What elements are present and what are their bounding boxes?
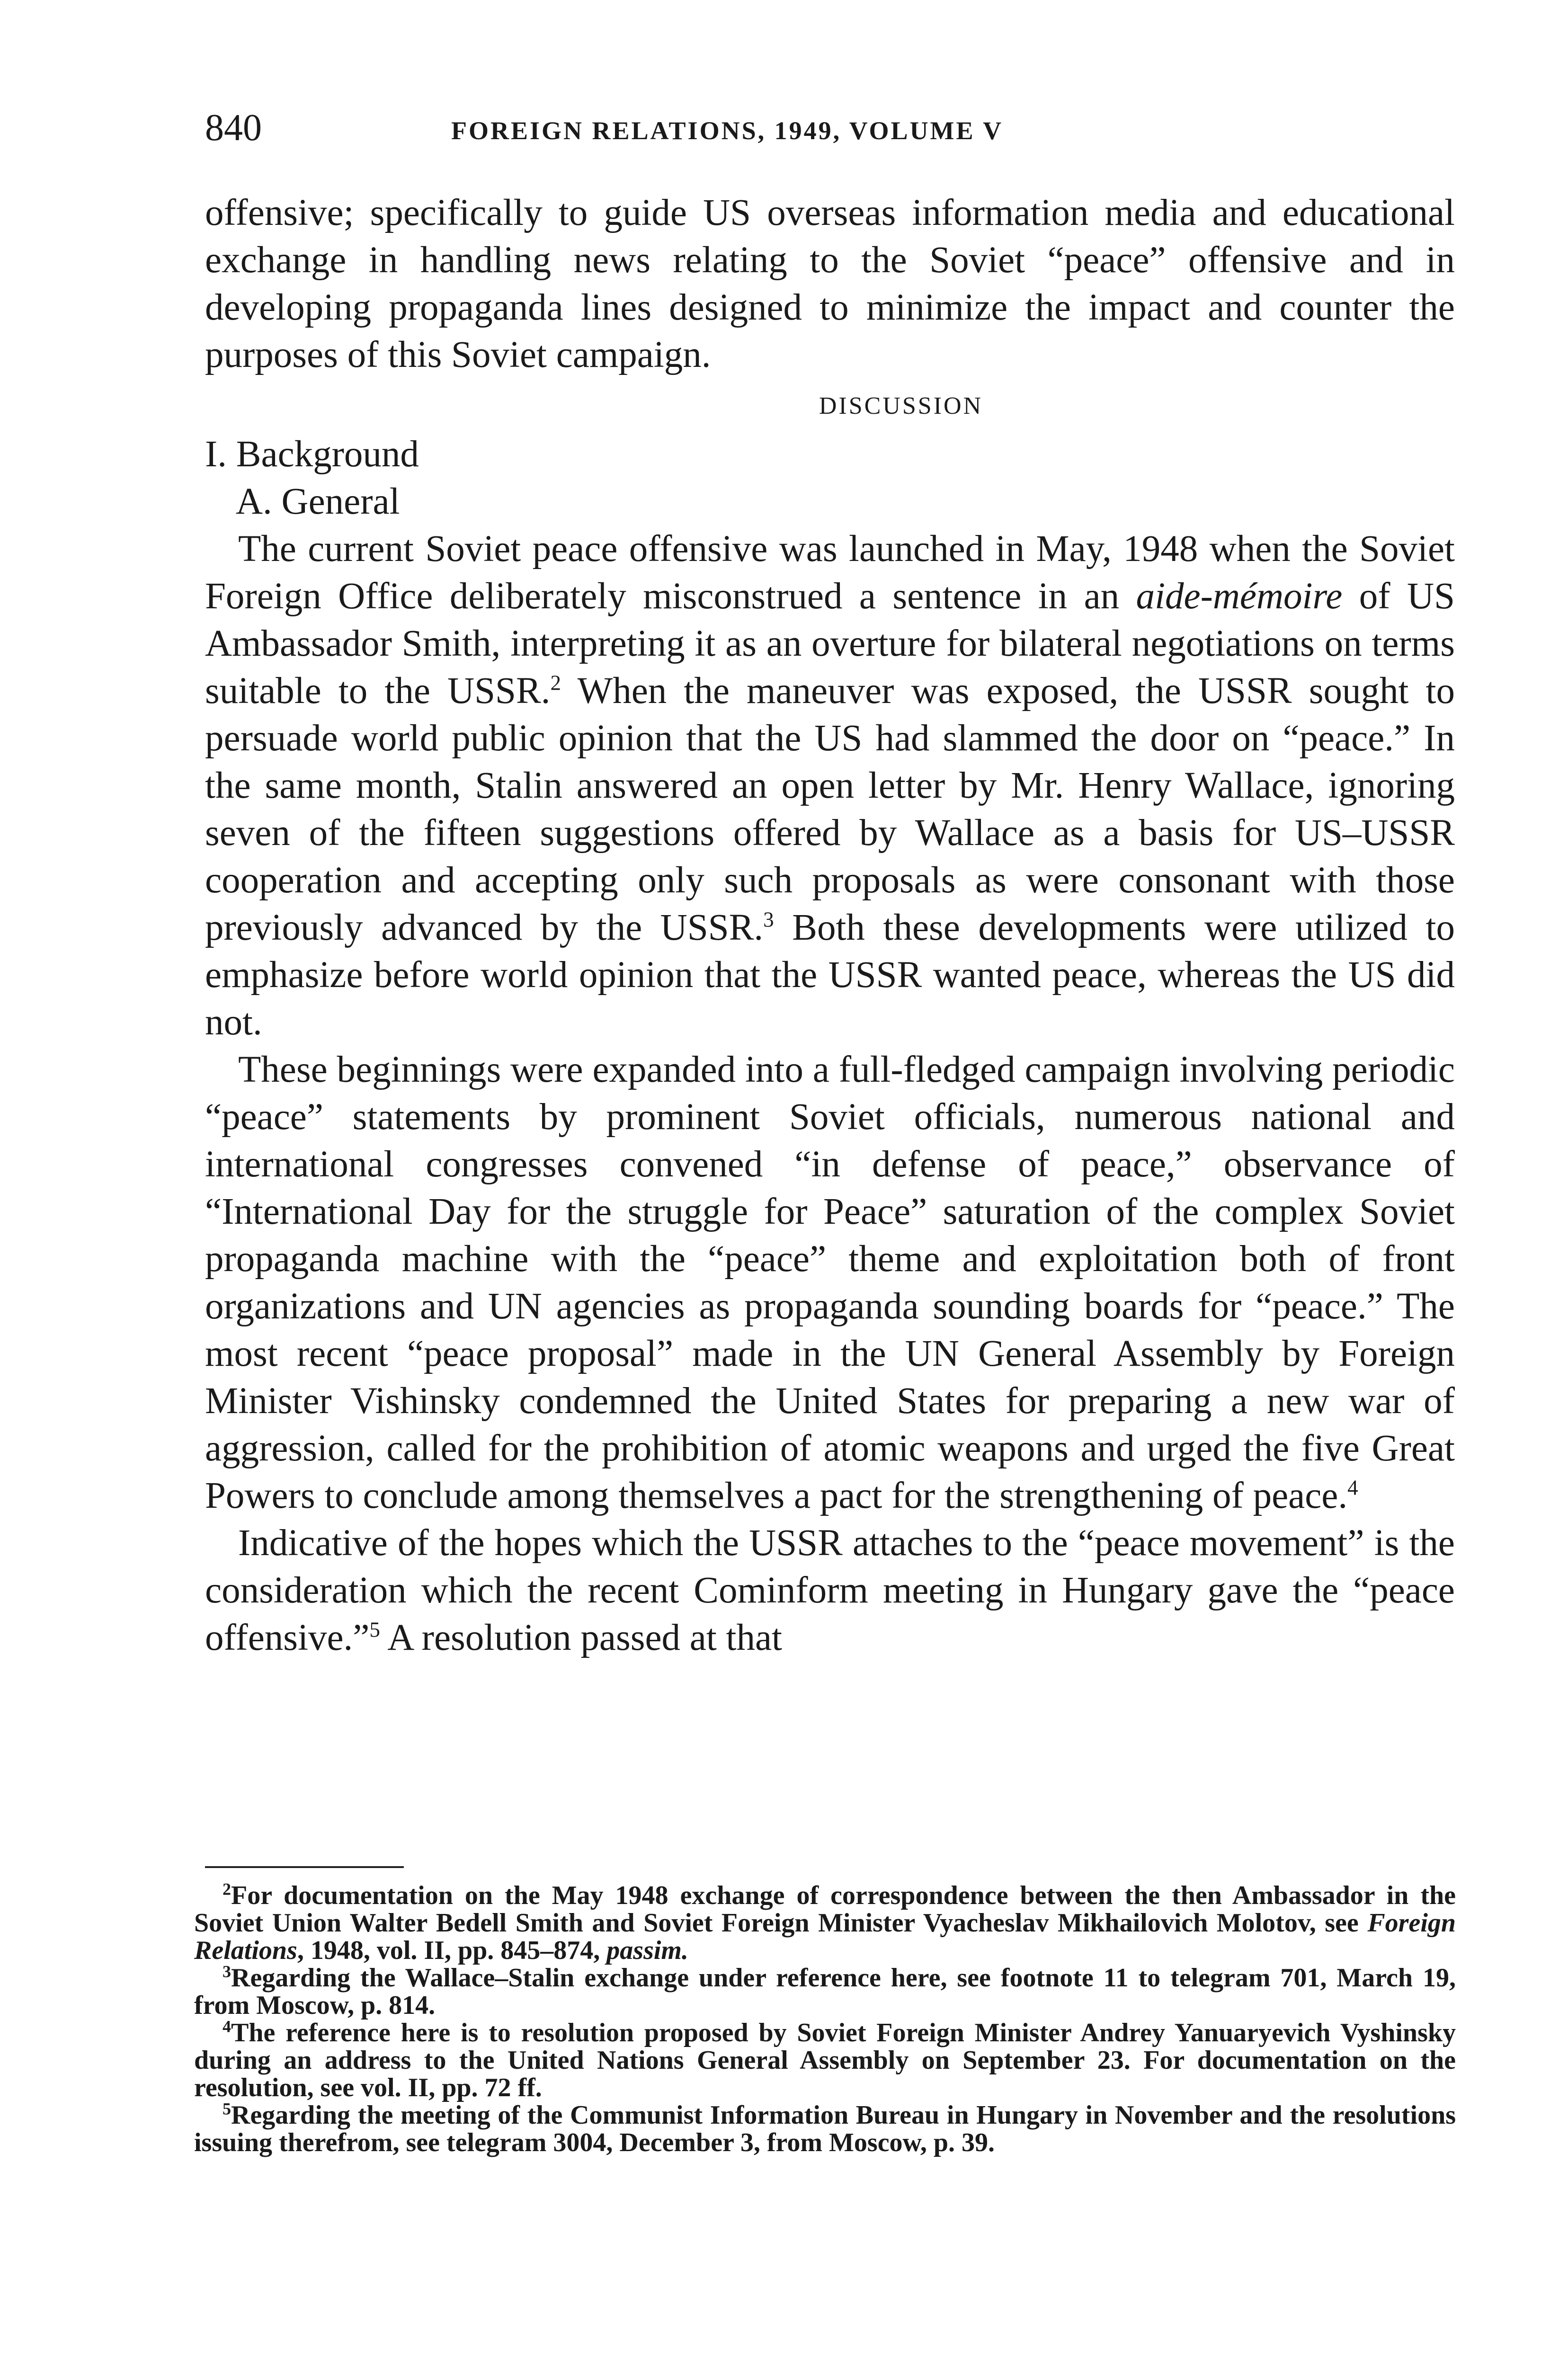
- p1-text-2: of US Ambassador Smith, interpreting it as an overture for bilateral negotiations on terms suitable to the USSR.: [205, 576, 1455, 712]
- discussion-heading: DISCUSSION: [819, 392, 983, 419]
- p1-text-3: When the maneuver was exposed, the USSR sought to persuade world public opinion that the US had slammed the door on “peace.” In the same month, Stalin answered an open letter by Mr. Henry Wallace, ignoring seven of the fifteen suggestions offered by Wallace as a basis for US–USSR cooperation and accepting only such proposals as were consonant with those previously advanced by the USSR.: [205, 670, 1455, 948]
- p2-text: These beginnings were expanded into a full-fledged campaign involving periodic “peace” statements by prominent Soviet officials, numerous national and international congresses convened “in defense of peace,” observance of “International Day for the struggle for Peace” saturation of the complex Soviet propaganda machine with the “peace” theme and exploitation both of front organizations and UN agencies as propaganda sounding boards for “peace.” The most recent “peace proposal” made in the UN General Assembly by Foreign Minister Vishinsky condemned the United States for preparing a new war of aggression, called for the prohibition of atomic weapons and urged the five Great Powers to conclude among themselves a pact for the strengthening of peace.: [205, 1049, 1455, 1516]
- section-1-label: I. Background: [205, 434, 419, 475]
- footnote-ref-5[interactable]: 5: [369, 1618, 380, 1642]
- p3-text-2: A resolution passed at that: [387, 1617, 782, 1658]
- footnote-3-number: 3: [223, 1962, 231, 1981]
- footnote-2-volume: II: [424, 1936, 445, 1965]
- footnote-2-text-3: , pp. 845–874,: [444, 1936, 600, 1965]
- footnote-2-text-2: , 1948, vol.: [297, 1936, 424, 1965]
- p3-text-1: Indicative of the hopes which the USSR attaches to the “peace movement” is the consideration which the recent Cominform meeting in Hungary gave the “peace offensive.”: [205, 1522, 1455, 1658]
- page-header: [205, 104, 1455, 161]
- paragraph-2: [205, 1046, 1455, 1520]
- section-heading-general: [205, 478, 1455, 525]
- running-title: FOREIGN RELATIONS, 1949, VOLUME V: [451, 116, 1004, 145]
- intro-paragraph: [205, 189, 1455, 379]
- paragraph-1: [205, 525, 1455, 1046]
- footnote-ref-4[interactable]: 4: [1347, 1476, 1358, 1500]
- paragraph-3: [205, 1520, 1455, 1662]
- section-heading-background: [205, 431, 1455, 478]
- footnote-4-text-1: The reference here is to resolution proposed by Soviet Foreign Minister Andrey Yanuaryevich Vyshinsky during an address to the United Nations General Assembly on September 23. For documentation on the resolution, see vol.: [194, 2018, 1456, 2102]
- intro-text: offensive; specifically to guide US overseas information media and educational exchange in handling news relating to the Soviet “peace” offensive and in developing propaganda lines designed to minimize the impact and counter the purposes of this Soviet campaign.: [205, 192, 1455, 375]
- p1-text-4: Both these developments were utilized to emphasize before world opinion that the USSR wanted peace, whereas the US did not.: [205, 907, 1455, 1043]
- footnote-3: [194, 1964, 1456, 2019]
- footnote-4-number: 4: [223, 2017, 231, 2036]
- footnote-ref-3[interactable]: 3: [763, 908, 774, 932]
- footnote-4-volume: II: [408, 2073, 429, 2102]
- footnote-5-number: 5: [223, 2099, 231, 2118]
- footnote-2: [194, 1879, 1456, 1965]
- page-number: 840: [205, 107, 262, 149]
- footnote-2-number: 2: [223, 1879, 231, 1899]
- footnotes: [194, 1879, 1456, 2157]
- p1-italic-term: aide-mémoire: [1136, 576, 1343, 617]
- footnote-ref-2[interactable]: 2: [550, 671, 561, 695]
- footnote-rule: [205, 1866, 404, 1868]
- p1-text-1: The current Soviet peace offensive was launched in May, 1948 when the Soviet Foreign Office deliberately misconstrued a sentence in an: [205, 528, 1455, 617]
- footnote-5-text: Regarding the meeting of the Communist Information Bureau in Hungary in November and the resolutions issuing therefrom, see telegram 3004, December 3, from Moscow, p. 39.: [194, 2100, 1456, 2157]
- section-1a-label: A. General: [236, 481, 400, 522]
- footnote-4-text-2: , pp. 72 ff.: [428, 2073, 542, 2102]
- footnote-2-passim: passim.: [606, 1936, 688, 1965]
- footnote-5: [194, 2101, 1456, 2156]
- body-text: [205, 189, 1455, 1662]
- footnote-2-text-1: For documentation on the May 1948 exchange of correspondence between the then Ambassador in the Soviet Union Walter Bedell Smith and Soviet Foreign Minister Vyacheslav Mikhailovich Molotov, see: [194, 1881, 1456, 1938]
- footnote-2-title: Foreign Relations: [194, 1908, 1456, 1965]
- footnote-3-text: Regarding the Wallace–Stalin exchange under reference here, see footnote 11 to telegram 701, March 19, from Moscow, p. 814.: [194, 1963, 1456, 2020]
- footnote-4: [194, 2019, 1456, 2101]
